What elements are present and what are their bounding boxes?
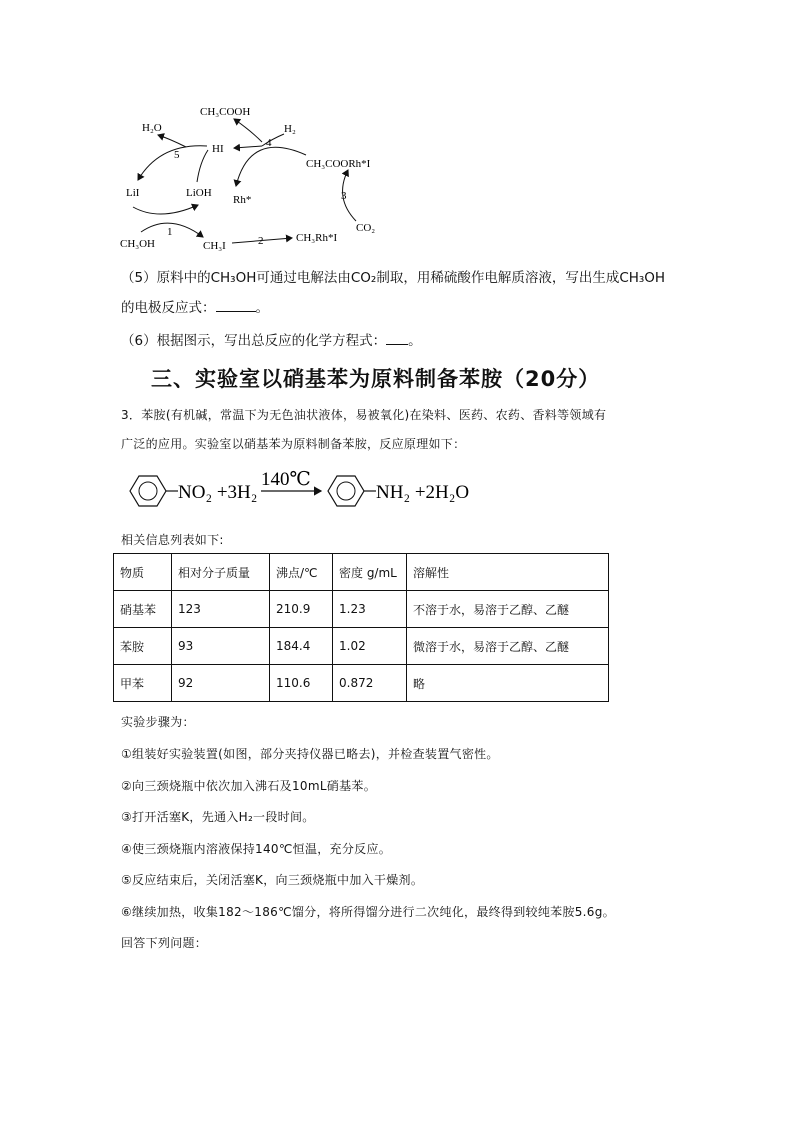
arrow-step5-h2o: [158, 135, 186, 147]
step-label-2: 2: [258, 235, 264, 247]
node-h2o: H₂O: [142, 122, 162, 134]
step-label-5: 5: [174, 149, 180, 161]
node-ch3oh: CH₃OH: [120, 238, 156, 250]
node-ch3rhi: CH₃Rh*I: [296, 232, 338, 244]
question-6-prompt: （6）根据图示，写出总反应的化学方程式：: [121, 333, 387, 349]
node-ch3i: CH₃I: [203, 240, 226, 252]
cell-solubility: 略: [407, 665, 609, 702]
step-3: ③打开活塞K，先通入H₂一段时间。: [121, 810, 315, 824]
answer-blank-q6[interactable]: [386, 332, 408, 345]
table-row: [114, 628, 609, 665]
section-title: 三、实验室以硝基苯为原料制备苯胺（20分）: [151, 367, 601, 391]
cell-substance: 硝基苯: [114, 591, 172, 628]
question-5-period: 。: [255, 300, 269, 316]
step-label-3: 3: [341, 190, 347, 202]
cell-density: 1.23: [333, 591, 407, 628]
cell-solubility: 微溶于水，易溶于乙醇、乙醚: [407, 628, 609, 665]
node-lioh: LiOH: [186, 187, 212, 199]
question-6-period: 。: [408, 333, 422, 349]
equation-reactants: NO₂ +3H₂: [178, 482, 258, 503]
cell-boiling-point: 184.4: [270, 628, 333, 665]
equation-products: NH₂ +2H₂O: [376, 482, 470, 503]
cell-boiling-point: 210.9: [270, 591, 333, 628]
intro-line-1: 3．苯胺(有机碱，常温下为无色油状液体，易被氧化)在染料、医药、农药、香料等领域有: [121, 408, 607, 422]
table-header-row: [114, 554, 609, 591]
cell-molar-mass: 92: [172, 665, 270, 702]
question-6: [121, 332, 422, 350]
cell-boiling-point: 110.6: [270, 665, 333, 702]
cell-density: 1.02: [333, 628, 407, 665]
node-lii: LiI: [126, 187, 140, 199]
intro-line-2: 广泛的应用。实验室以硝基苯为原料制备苯胺，反应原理如下：: [121, 437, 466, 451]
cell-molar-mass: 123: [172, 591, 270, 628]
catalytic-cycle-diagram: [0, 0, 420, 260]
node-ch3cooh: CH₃COOH: [200, 106, 251, 118]
info-table: [113, 553, 609, 702]
node-hi: HI: [212, 143, 224, 155]
benzene-ring-right: [328, 476, 364, 506]
step-2: ②向三颈烧瓶中依次加入沸石及10mL硝基苯。: [121, 779, 377, 793]
answer-blank-q5[interactable]: [216, 299, 256, 312]
header-substance: 物质: [114, 554, 172, 591]
benzene-ring-left: [130, 476, 166, 506]
question-5-line-1: （5）原料中的CH₃OH可通过电解法由CO₂制取，用稀硫酸作电解质溶液，写出生成CH₃OH: [121, 270, 666, 286]
header-molar-mass: 相对分子质量: [172, 554, 270, 591]
cell-substance: 甲苯: [114, 665, 172, 702]
arrow-step4-ch3cooh: [234, 119, 262, 142]
node-ch3coorhi: CH₃COORh*I: [306, 158, 371, 170]
table-row: [114, 665, 609, 702]
arrow-step5-hi: [197, 150, 208, 182]
step-4: ④使三颈烧瓶内溶液保持140℃恒温，充分反应。: [121, 842, 392, 856]
cell-molar-mass: 93: [172, 628, 270, 665]
arrow-step5-lii: [138, 146, 207, 180]
closing-prompt: 回答下列问题：: [121, 936, 208, 950]
node-h2: H₂: [284, 123, 296, 135]
header-boiling-point: 沸点/℃: [270, 554, 333, 591]
question-5-line-2: [121, 299, 269, 317]
arrow-step4-hi: [234, 146, 262, 148]
header-solubility: 溶解性: [407, 554, 609, 591]
cell-substance: 苯胺: [114, 628, 172, 665]
arrow-step1-lioh: [133, 205, 198, 214]
cell-solubility: 不溶于水，易溶于乙醇、乙醚: [407, 591, 609, 628]
header-density: 密度 g/mL: [333, 554, 407, 591]
step-6: ⑥继续加热，收集182～186℃馏分，将所得馏分进行二次纯化，最终得到较纯苯胺5.6g。: [121, 905, 615, 919]
equation-condition: 140℃: [261, 469, 311, 490]
step-label-4: 4: [266, 137, 272, 149]
steps-title: 实验步骤为：: [121, 715, 195, 729]
question-5-prompt: 的电极反应式：: [121, 300, 216, 316]
cell-density: 0.872: [333, 665, 407, 702]
table-caption: 相关信息列表如下:: [121, 533, 224, 547]
step-1: ①组装好实验装置(如图，部分夹持仪器已略去)，并检查装置气密性。: [121, 747, 499, 761]
table-row: [114, 591, 609, 628]
node-rh: Rh*: [233, 194, 252, 206]
reaction-equation: [118, 465, 498, 515]
step-5: ⑤反应结束后，关闭活塞K，向三颈烧瓶中加入干燥剂。: [121, 873, 424, 887]
step-label-1: 1: [167, 226, 173, 238]
arrow-step4-to-rh: [236, 147, 306, 186]
node-co2: CO₂: [356, 222, 376, 234]
